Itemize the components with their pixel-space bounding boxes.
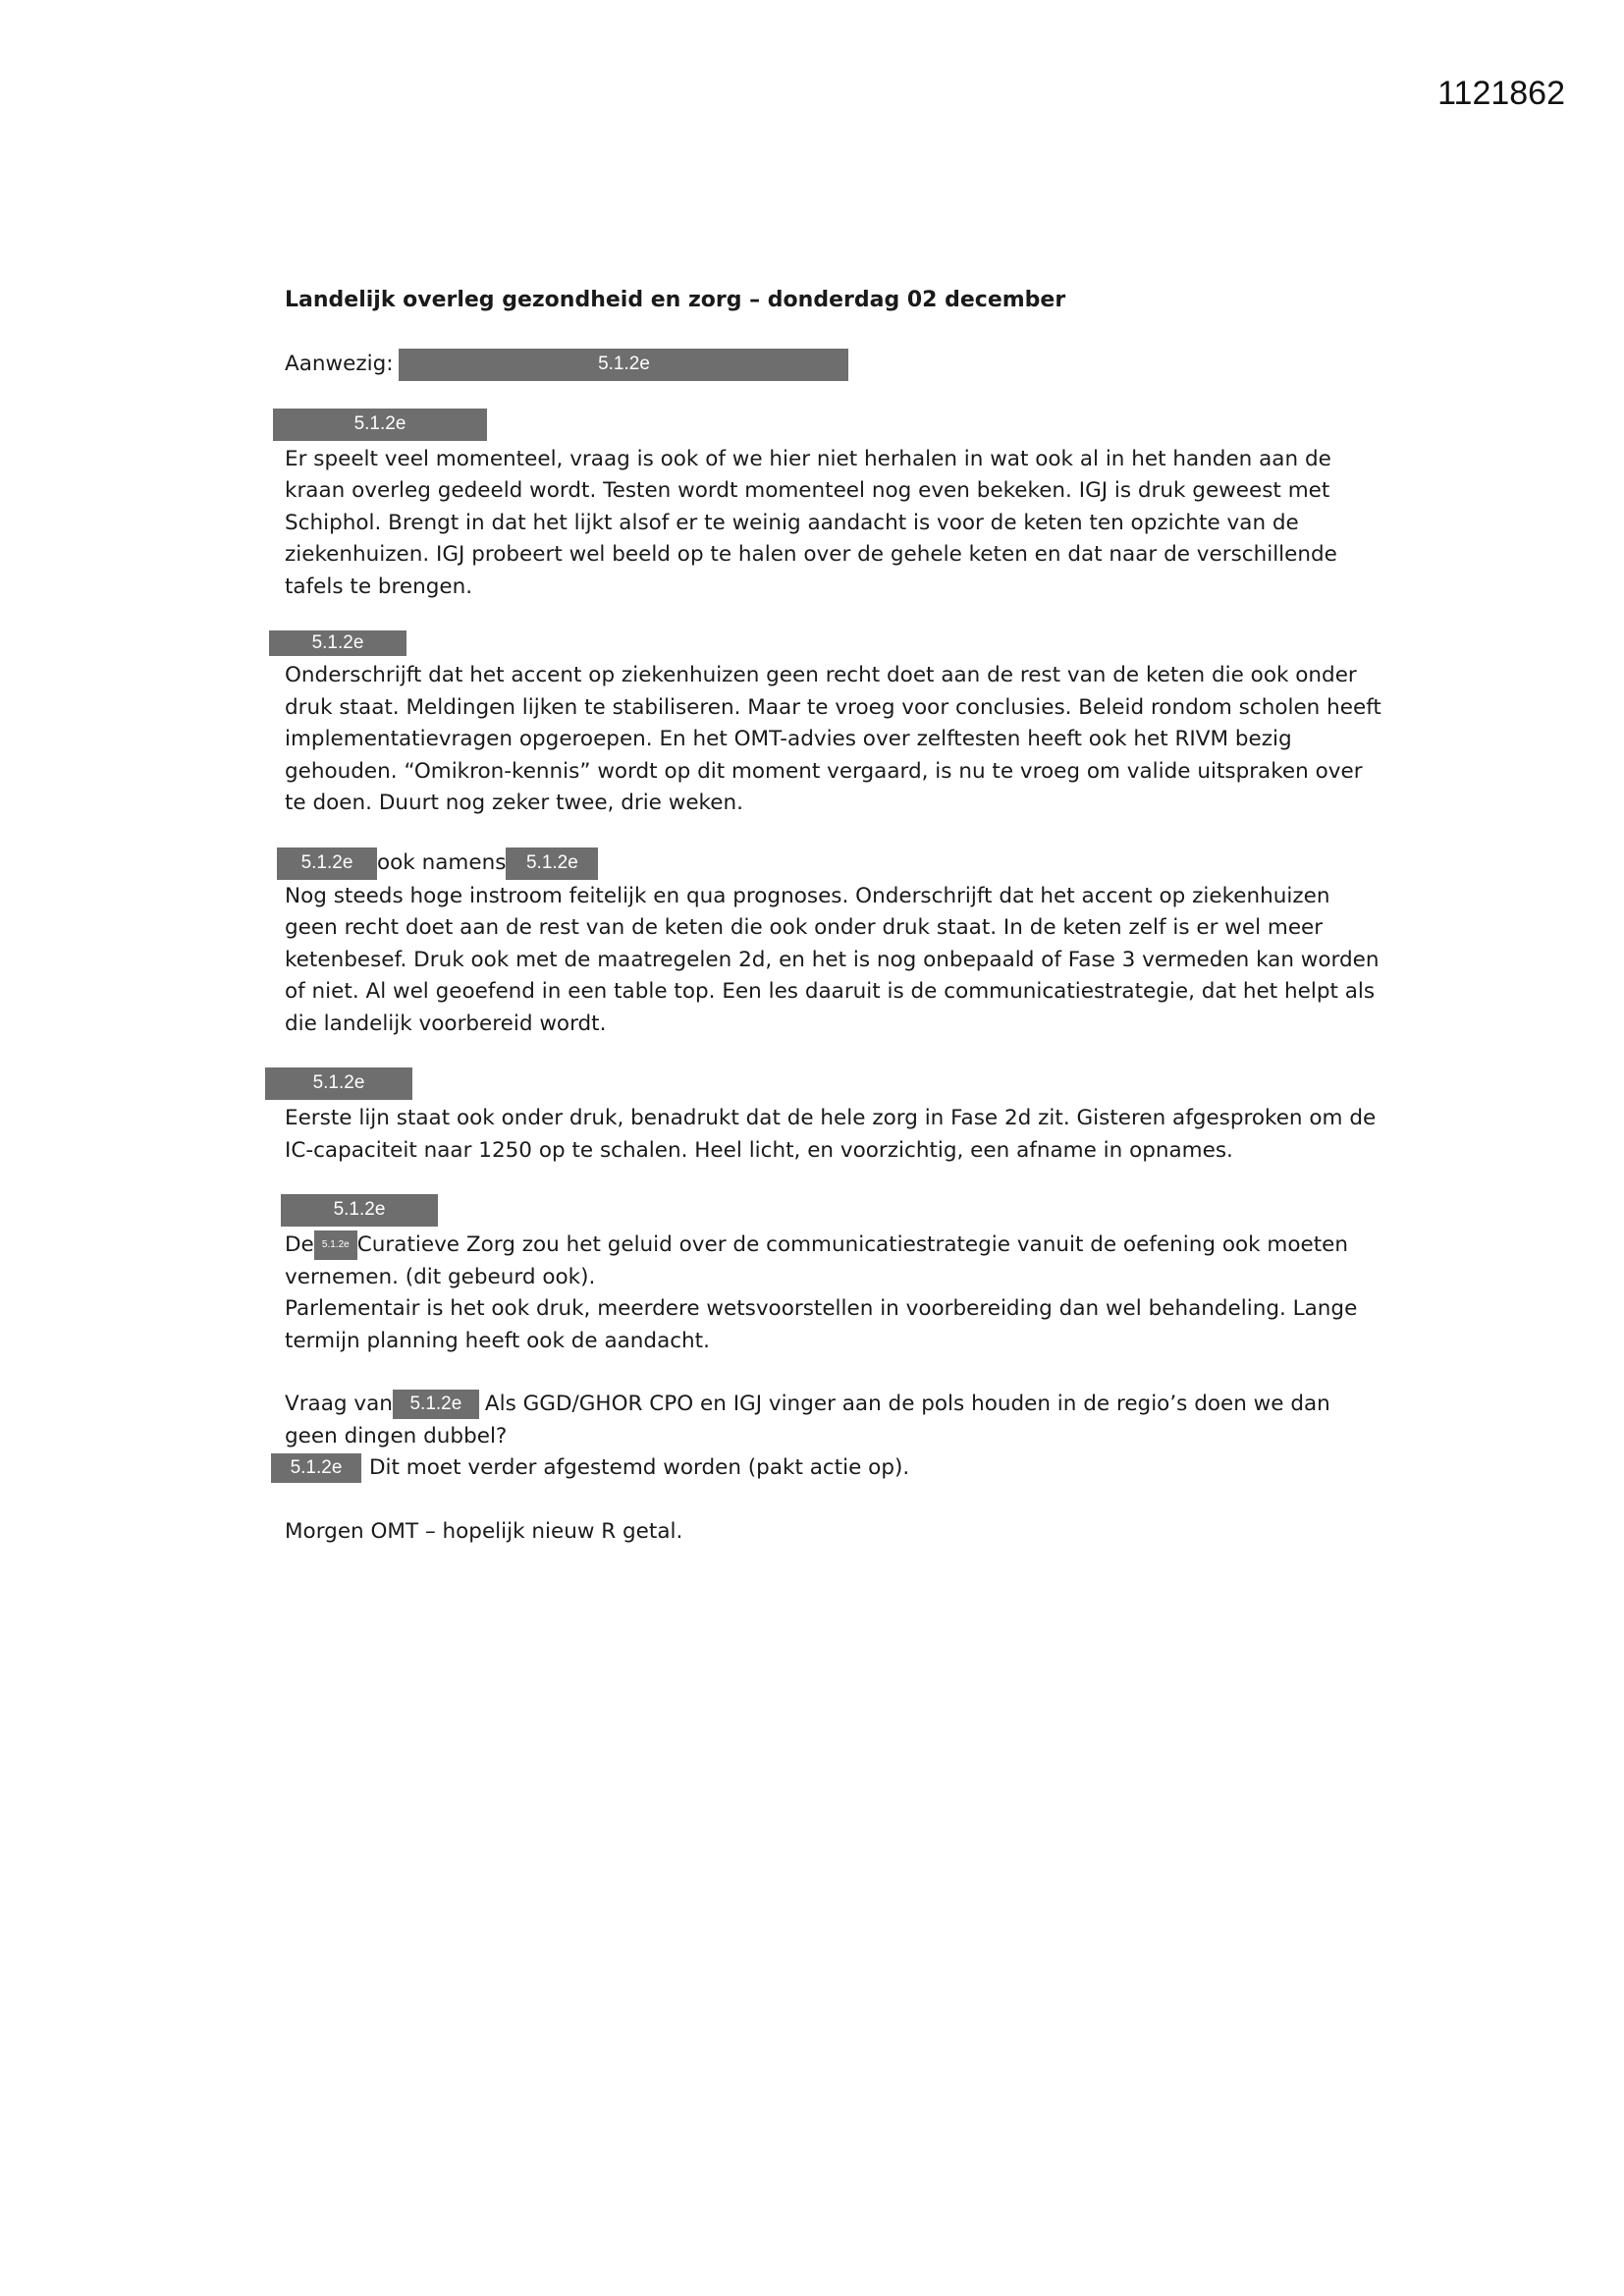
question-prefix: Vraag van [285, 1392, 393, 1416]
section-text: Eerste lijn staat ook onder druk, benadrukt dat de hele zorg in Fase 2d zit. Gisteren afgesproken om de IC-capaciteit naar 1250 op te schalen. Heel licht, en voorzichtig, een afname in opnames. [285, 1106, 1377, 1163]
section-text [285, 1230, 1384, 1293]
speaker-section-4 [285, 1067, 1384, 1167]
closing-note: Morgen OMT – hopelijk nieuw R getal. [285, 1518, 683, 1544]
speaker-section-5 [285, 1194, 1384, 1357]
section-text: Er speelt veel momenteel, vraag is ook of we hier niet herhalen in wat ook al in het handen aan de kraan overleg gedeeld wordt. Testen wordt momenteel nog even bekeken. IGJ is druk geweest met Schiphol. Brengt in dat het lijkt alsof er te weinig aandacht is voor de keten ten opzichte van de ziekenhuizen. IGJ probeert wel beeld op te halen over de gehele keten en dat naar de verschillende tafels te brengen. [285, 446, 1337, 599]
answer-body: Dit moet verder afgestemd worden (pakt actie op). [369, 1455, 910, 1480]
redaction-box: 5.1.2e [281, 1194, 438, 1227]
redaction-box: 5.1.2e [265, 1067, 412, 1100]
question-text [285, 1389, 1384, 1452]
question-body: Als GGD/GHOR CPO en IGJ vinger aan de pols houden in de regio’s doen we dan geen dingen dubbel? [285, 1392, 1330, 1449]
redaction-box: 5.1.2e [273, 409, 487, 441]
page-title: Landelijk overleg gezondheid en zorg – donderdag 02 december [285, 288, 1066, 312]
redaction-box: 5.1.2e [393, 1390, 479, 1419]
attendance-label: Aanwezig: [285, 351, 394, 376]
attendance-row [285, 349, 1384, 381]
section-text-2: Parlementair is het ook druk, meerdere wetsvoorstellen in voorbereiding dan wel behandeling. Lange termijn planning heeft ook de aandacht. [285, 1296, 1358, 1353]
redaction-box: 5.1.2e [269, 630, 406, 656]
redaction-box: 5.1.2e [271, 1453, 361, 1483]
section-header [285, 847, 1384, 881]
answer-text [271, 1452, 1384, 1485]
minutes-page [285, 275, 1384, 1548]
document-number: 1121862 [1437, 75, 1565, 112]
section-text-prefix: De [285, 1232, 314, 1257]
question-section [285, 1389, 1384, 1485]
section-text-body: Curatieve Zorg zou het geluid over de communicatiestrategie vanuit de oefening ook moeten vernemen. (dit gebeurd ook). [285, 1232, 1349, 1289]
speaker-section-2 [285, 630, 1384, 820]
speaker-section-3 [285, 847, 1384, 1041]
section-text: Nog steeds hoge instroom feitelijk en qua prognoses. Onderschrijft dat het accent op ziekenhuizen geen recht doet aan de rest van de keten die ook onder druk staat. In de keten zelf is er wel meer ketenbesef. Druk ook met de maatregelen 2d, en het is nog onbepaald of Fase 3 vermeden kan worden of niet. Al wel geoefend in een table top. Een les daaruit is de communicatiestrategie, dat het helpt als die landelijk voorbereid wordt. [285, 883, 1380, 1036]
speaker-section-1 [285, 409, 1384, 604]
redaction-box: 5.1.2e [314, 1230, 357, 1260]
redaction-box: 5.1.2e [506, 847, 598, 880]
redaction-box: 5.1.2e [399, 349, 848, 381]
redaction-box: 5.1.2e [277, 847, 377, 880]
section-text: Onderschrijft dat het accent op ziekenhuizen geen recht doet aan de rest van de keten die ook onder druk staat. Meldingen lijken te stabiliseren. Maar te vroeg voor conclusies. Beleid rondom scholen heeft implementatievragen opgeroepen. En het OMT-advies over zelftesten heeft ook het RIVM bezig gehouden. “Omikron-kennis” wordt op dit moment vergaard, is nu te vroeg om valide uitspraken over te doen. Duurt nog zeker twee, drie weken. [285, 663, 1381, 815]
section-header-text: ook namens [377, 850, 507, 876]
